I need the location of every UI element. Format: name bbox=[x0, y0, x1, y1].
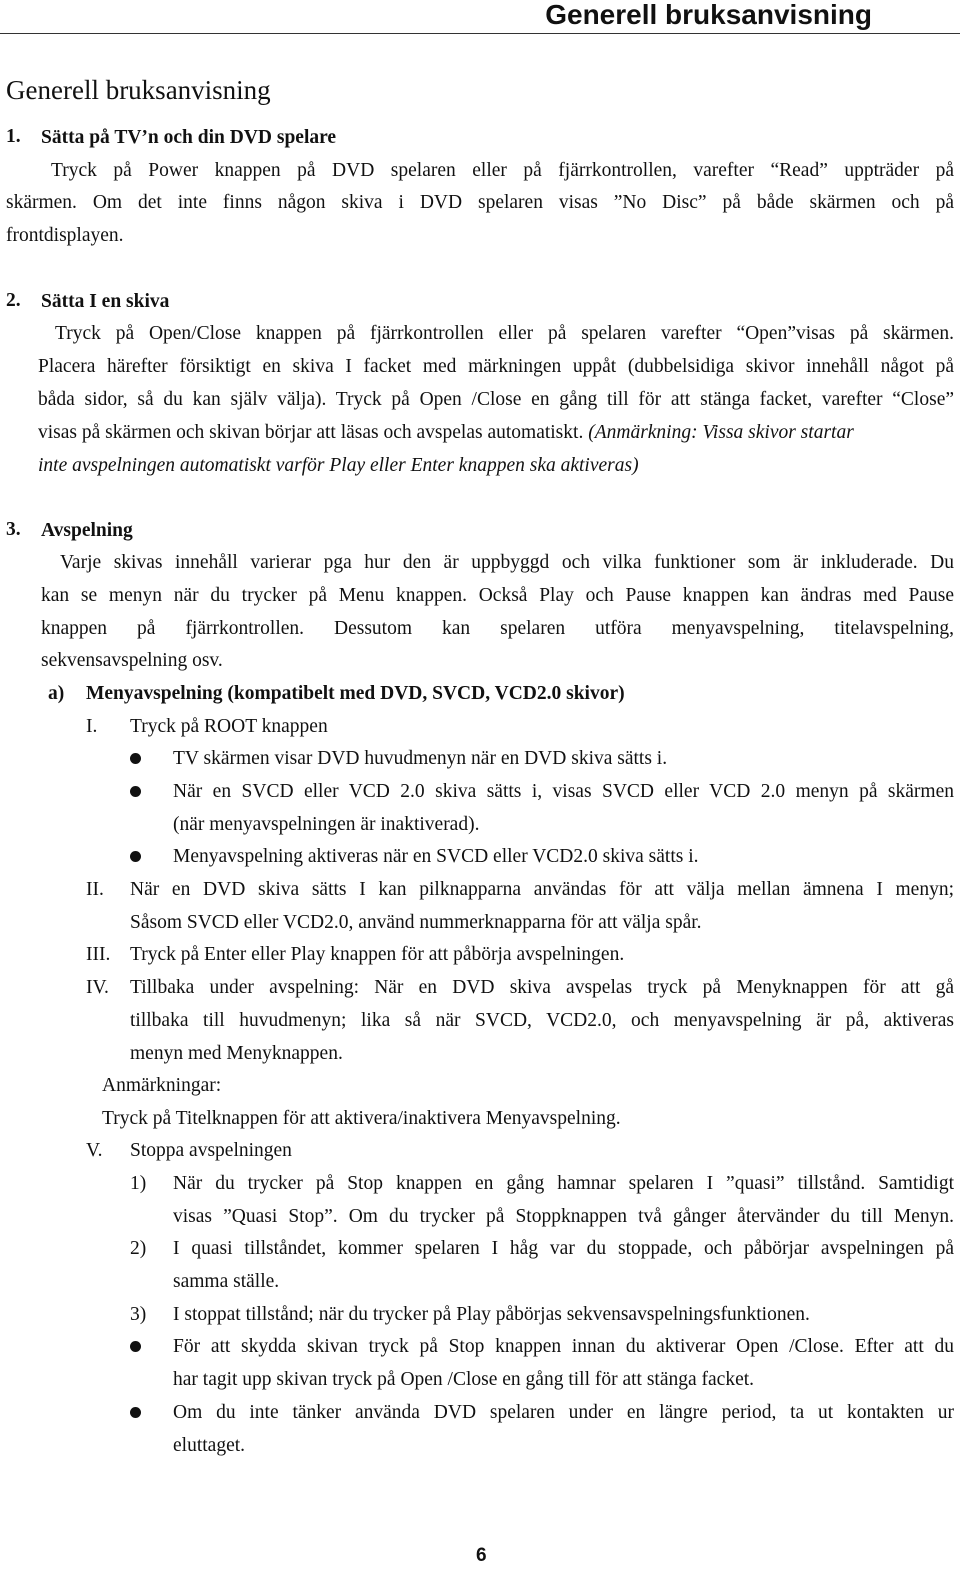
page-title: Generell bruksanvisning bbox=[6, 75, 271, 105]
item-2-number: 2) bbox=[130, 1238, 147, 1259]
bullet-3-text: Menyavspelning aktiveras när en SVCD eller VCD2.0 skiva sätts i. bbox=[173, 846, 699, 867]
bullet-5-line-2: eluttaget. bbox=[173, 1435, 246, 1456]
step-II-number: II. bbox=[86, 879, 104, 900]
s3-line-4: sekvensavspelning osv. bbox=[41, 650, 223, 671]
item-2-line-2: samma ställe. bbox=[173, 1271, 280, 1292]
section-3-heading: Avspelning bbox=[41, 520, 133, 541]
bullet-4-line-1: För att skydda skivan tryck på Stop knappen innan du aktiverar Open /Close. Efter att du bbox=[173, 1336, 954, 1357]
s2-line-2: Placera härefter försiktigt en skiva I facket med märkningen uppåt (dubbelsidiga skivor innehåll något på bbox=[38, 356, 954, 377]
running-header: Generell bruksanvisning bbox=[545, 0, 872, 30]
s1-line-3: frontdisplayen. bbox=[6, 225, 124, 246]
s1-line-1: Tryck på Power knappen på DVD spelaren eller på fjärrkontrollen, varefter “Read” uppträder på bbox=[51, 160, 954, 181]
section-1-heading: Sätta på TV’n och din DVD spelare bbox=[41, 127, 337, 148]
step-IV-line-1: Tillbaka under avspelning: När en DVD skiva avspelas tryck på Menyknappen för att gå bbox=[130, 977, 954, 998]
s2-line-3: båda sidor, så du kan själv välja). Tryck på Open /Close en gång till för att stänga facket, varefter “Close” bbox=[38, 389, 954, 410]
bullet-icon bbox=[130, 1407, 141, 1418]
notes-label: Anmärkningar: bbox=[102, 1075, 222, 1096]
section-2-heading: Sätta I en skiva bbox=[41, 291, 170, 312]
bullet-1-text: TV skärmen visar DVD huvudmenyn när en DVD skiva sätts i. bbox=[173, 748, 668, 769]
bullet-icon bbox=[130, 786, 141, 797]
s3-line-2: kan se menyn när du trycker på Menu knappen. Också Play och Pause knappen kan ändras med Pause bbox=[41, 585, 954, 606]
item-1-number: 1) bbox=[130, 1173, 147, 1194]
item-2-line-1: I quasi tillståndet, kommer spelaren I håg var du stoppade, och påbörjar avspelningen på bbox=[173, 1238, 954, 1259]
bullet-icon bbox=[130, 753, 141, 764]
s2-line-4-text: visas på skärmen och skivan börjar att läsas och avspelas automatiskt. bbox=[38, 422, 584, 443]
s3-line-1: Varje skivas innehåll varierar pga hur den är uppbyggd och vilka funktioner som är inkluderade. Du bbox=[60, 552, 954, 573]
bullet-4-line-2: har tagit upp skivan tryck på Open /Close en gång till för att stänga facket. bbox=[173, 1369, 755, 1390]
section-2-number: 2. bbox=[6, 290, 21, 311]
subsection-a-heading: Menyavspelning (kompatibelt med DVD, SVCD, VCD2.0 skivor) bbox=[86, 683, 625, 704]
step-II-line-1: När en DVD skiva sätts I kan pilknapparna användas för att välja mellan ämnena I menyn; bbox=[130, 879, 954, 900]
s2-line-4 bbox=[38, 420, 854, 446]
section-1-number: 1. bbox=[6, 126, 21, 147]
step-IV-line-2: tillbaka till huvudmenyn; lika så när SVCD, VCD2.0, och menyavspelning är på, aktiveras bbox=[130, 1010, 954, 1031]
item-3-line-1: I stoppat tillstånd; när du trycker på Play påbörjas sekvensavspelningsfunktionen. bbox=[173, 1304, 810, 1325]
bullet-5-line-1: Om du inte tänker använda DVD spelaren under en längre period, ta ut kontakten ur bbox=[173, 1402, 954, 1423]
s2-note-line: inte avspelningen automatiskt varför Play eller Enter knappen ska aktiveras) bbox=[38, 455, 639, 476]
s2-note-start: (Anmärkning: Vissa skivor startar bbox=[588, 422, 854, 443]
step-II-line-2: Såsom SVCD eller VCD2.0, använd nummerknapparna för att välja spår. bbox=[130, 912, 702, 933]
bullet-2-line-1: När en SVCD eller VCD 2.0 skiva sätts i, visas SVCD eller VCD 2.0 menyn på skärmen bbox=[173, 781, 954, 802]
item-3-number: 3) bbox=[130, 1304, 147, 1325]
step-IV-number: IV. bbox=[86, 977, 109, 998]
bullet-icon bbox=[130, 1341, 141, 1352]
step-V-text: Stoppa avspelningen bbox=[130, 1140, 292, 1161]
step-I-text: Tryck på ROOT knappen bbox=[130, 716, 328, 737]
bullet-2-line-2: (när menyavspelningen är inaktiverad). bbox=[173, 814, 480, 835]
header-rule bbox=[0, 33, 960, 34]
item-1-line-1: När du trycker på Stop knappen en gång hamnar spelaren I ”quasi” tillstånd. Samtidigt bbox=[173, 1173, 954, 1194]
s1-line-2: skärmen. Om det inte finns någon skiva i DVD spelaren visas ”No Disc” på både skärmen och på bbox=[6, 192, 954, 213]
subsection-a-label: a) bbox=[48, 683, 65, 704]
bullet-icon bbox=[130, 851, 141, 862]
step-IV-line-3: menyn med Menyknappen. bbox=[130, 1043, 343, 1064]
page-number: 6 bbox=[476, 1545, 487, 1566]
step-I-number: I. bbox=[86, 716, 98, 737]
s3-line-3: knappen på fjärrkontrollen. Dessutom kan spelaren utföra menyavspelning, titelavspelning, bbox=[41, 618, 954, 639]
s2-line-1: Tryck på Open/Close knappen på fjärrkontrollen eller på spelaren varefter “Open”visas på skärmen. bbox=[55, 323, 954, 344]
section-3-number: 3. bbox=[6, 519, 21, 540]
item-1-line-2: visas ”Quasi Stop”. Om du trycker på Stoppknappen två gånger återvänder du till Menyn. bbox=[173, 1206, 954, 1227]
step-III-number: III. bbox=[86, 944, 111, 965]
step-V-number: V. bbox=[86, 1140, 103, 1161]
notes-text: Tryck på Titelknappen för att aktivera/inaktivera Menyavspelning. bbox=[102, 1108, 621, 1129]
step-III-text: Tryck på Enter eller Play knappen för att påbörja avspelningen. bbox=[130, 944, 625, 965]
